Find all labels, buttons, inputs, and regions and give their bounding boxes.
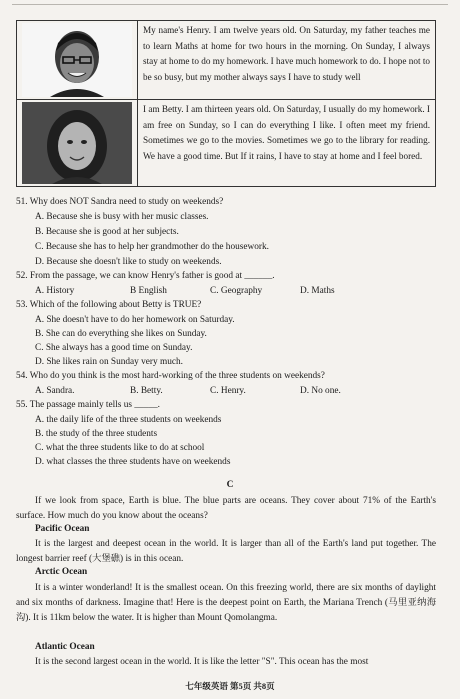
arctic-heading: Arctic Ocean <box>35 567 88 577</box>
q55-option-d: D. what classes the three students have on weekends <box>35 457 231 467</box>
arctic-text: It is a winter wonderland! It is the smallest ocean. On this freezing world, there are six months of daylight and six months of darkness. Imagine that! Here is the deepest point on Earth, the Mariana Trench (马里亚纳海沟). It is 11km below the water. It is higher than Mount Qomolangma. <box>16 583 436 623</box>
q54-option-a: A. Sandra. <box>35 386 75 396</box>
atlantic-heading: Atlantic Ocean <box>35 642 95 652</box>
q53-option-d: D. She likes rain on Sunday very much. <box>35 357 183 367</box>
q51-option-a: A. Because she is busy with her music classes. <box>35 212 209 222</box>
q52-option-b: B English <box>130 286 167 296</box>
q55-option-a: A. the daily life of the three students on weekends <box>35 415 222 425</box>
q54-option-b: B. Betty. <box>130 386 163 396</box>
profile-row-betty <box>17 100 436 187</box>
q52-stem: 52. From the passage, we can know Henry's father is good at ______. <box>16 271 275 281</box>
q55-stem: 55. The passage mainly tells us _____. <box>16 400 160 410</box>
atlantic-text: It is the second largest ocean in the world. It is like the letter "S". This ocean has the most <box>35 657 369 667</box>
q54-option-c: C. Henry. <box>210 386 246 396</box>
profile-row-henry <box>17 21 436 100</box>
profiles-table <box>16 20 436 187</box>
q53-option-a: A. She doesn't have to do her homework on Saturday. <box>35 315 235 325</box>
q55-option-b: B. the study of the three students <box>35 429 158 439</box>
q51-stem: 51. Why does NOT Sandra need to study on weekends? <box>16 197 224 207</box>
q52-option-d: D. Maths <box>300 286 335 296</box>
section-c-intro: If we look from space, Earth is blue. The blue parts are oceans. They cover about 71% of the Earth's surface. How much do you know about the oceans? <box>16 496 436 521</box>
betty-photo <box>17 100 137 186</box>
q53-option-b: B. She can do everything she likes on Sunday. <box>35 329 207 339</box>
pacific-text: It is the largest and deepest ocean in the world. It is larger than all of the Earth's land put together. The longest barrier reef (大堡礁) is in this ocean. <box>16 539 436 564</box>
photo-cell-henry <box>17 21 138 100</box>
henry-photo <box>17 21 137 99</box>
top-divider <box>12 4 448 5</box>
q53-stem: 53. Which of the following about Betty is TRUE? <box>16 300 202 310</box>
section-c-letter: C <box>226 480 234 490</box>
q53-option-c: C. She always has a good time on Sunday. <box>35 343 193 353</box>
henry-portrait-icon <box>22 23 132 97</box>
q51-option-b: B. Because she is good at her subjects. <box>35 227 179 237</box>
page-footer: 七年级英语 第5页 共8页 <box>185 681 275 691</box>
betty-portrait-icon <box>22 102 132 184</box>
q54-stem: 54. Who do you think is the most hard-working of the three students on weekends? <box>16 371 325 381</box>
henry-text: My name's Henry. I am twelve years old. On Saturday, my father teaches me to learn Maths at home for two hours in the morning. On Sunday, I always stay at home to do my homework. I have much homework to do. I hope not to be so busy, but my mother always says I have to study well <box>138 21 436 100</box>
betty-text: I am Betty. I am thirteen years old. On Saturday, I usually do my homework. I am free on Sunday, so I can do everything I like. I often meet my friend. Sometimes we go to the movies. Sometimes we go to the library for reading. We have a good time. But If it rains, I have to stay at home and I feel bored. <box>138 100 436 187</box>
q55-option-c: C. what the three students like to do at school <box>35 443 205 453</box>
photo-cell-betty <box>17 100 138 187</box>
q51-option-c: C. Because she has to help her grandmother do the housework. <box>35 242 269 252</box>
q54-option-d: D. No one. <box>300 386 341 396</box>
pacific-heading: Pacific Ocean <box>35 524 90 534</box>
q52-option-c: C. Geography <box>210 286 263 296</box>
q51-option-d: D. Because she doesn't like to study on weekends. <box>35 257 222 267</box>
q52-option-a: A. History <box>35 286 75 296</box>
